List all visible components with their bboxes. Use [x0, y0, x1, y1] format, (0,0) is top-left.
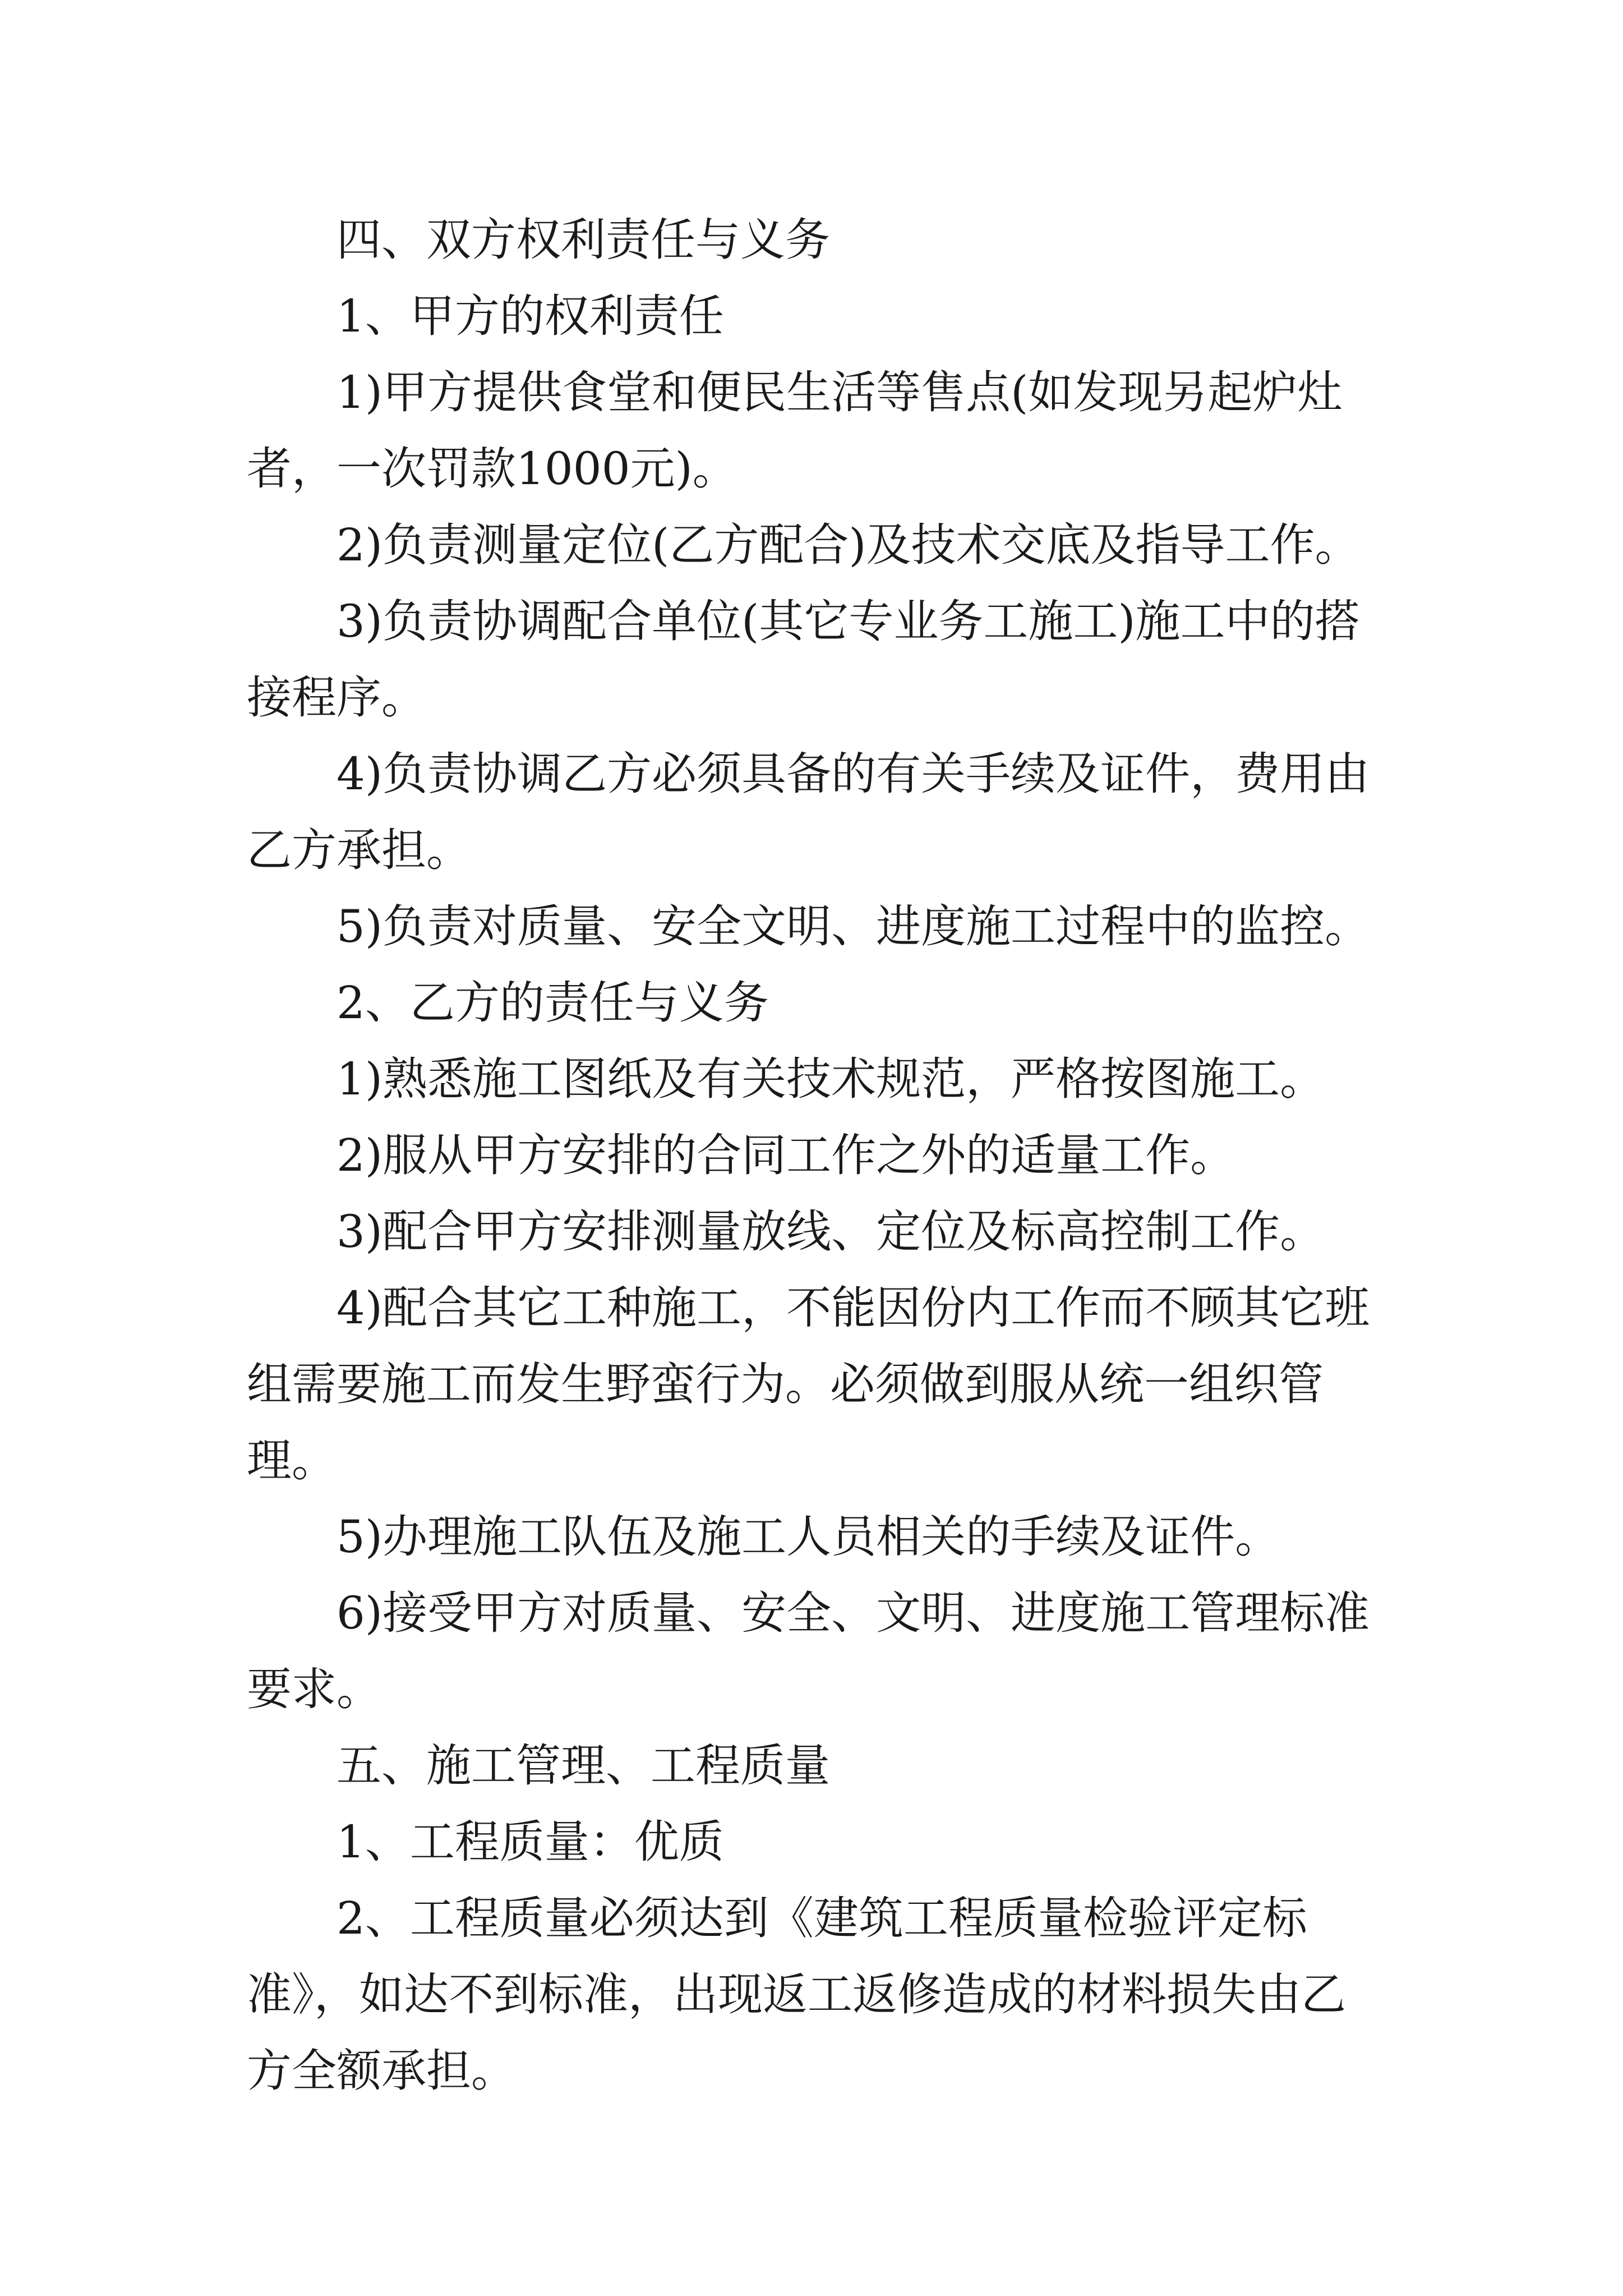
subsection-heading-party-b: 2、乙方的责任与义务: [336, 977, 769, 1029]
section-heading-construction-quality: 五、施工管理、工程质量: [336, 1740, 830, 1792]
clause-b-2: 2)服从甲方安排的合同工作之外的适量工作。: [336, 1129, 1235, 1181]
clause-a-5: 5)负责对质量、安全文明、进度施工过程中的监控。: [336, 900, 1370, 953]
clause-a-4: 4)负责协调乙方必须具备的有关手续及证件，费用由乙方承担。: [247, 748, 1370, 876]
clause-a-3: 3)负责协调配合单位(其它专业务工施工)施工中的搭接程序。: [247, 595, 1360, 724]
clause-a-1: 1)甲方提供食堂和便民生活等售点(如发现另起炉灶者，一次罚款1000元)。: [247, 366, 1343, 495]
clause-b-5: 5)办理施工队伍及施工人员相关的手续及证件。: [336, 1511, 1280, 1563]
document-body: [247, 202, 1385, 2109]
clause-b-3: 3)配合甲方安排测量放线、定位及标高控制工作。: [336, 1205, 1325, 1258]
subsection-heading-party-a: 1、甲方的权利责任: [336, 290, 724, 342]
clause-b-6: 6)接受甲方对质量、安全、文明、进度施工管理标准要求。: [247, 1587, 1370, 1715]
section-heading-rights-obligations: 四、双方权利责任与义务: [336, 214, 830, 266]
quality-clause-1: 1、工程质量：优质: [336, 1816, 724, 1868]
clause-b-1: 1)熟悉施工图纸及有关技术规范，严格按图施工。: [336, 1053, 1325, 1105]
quality-clause-2: 2、工程质量必须达到《建筑工程质量检验评定标准》，如达不到标准，出现返工返修造成的材料损失由乙方全额承担。: [247, 1892, 1346, 2097]
clause-a-2: 2)负责测量定位(乙方配合)及技术交底及指导工作。: [336, 519, 1360, 571]
clause-b-4: 4)配合其它工种施工，不能因份内工作而不顾其它班组需要施工而发生野蛮行为。必须做到服从统一组织管理。: [247, 1282, 1370, 1487]
